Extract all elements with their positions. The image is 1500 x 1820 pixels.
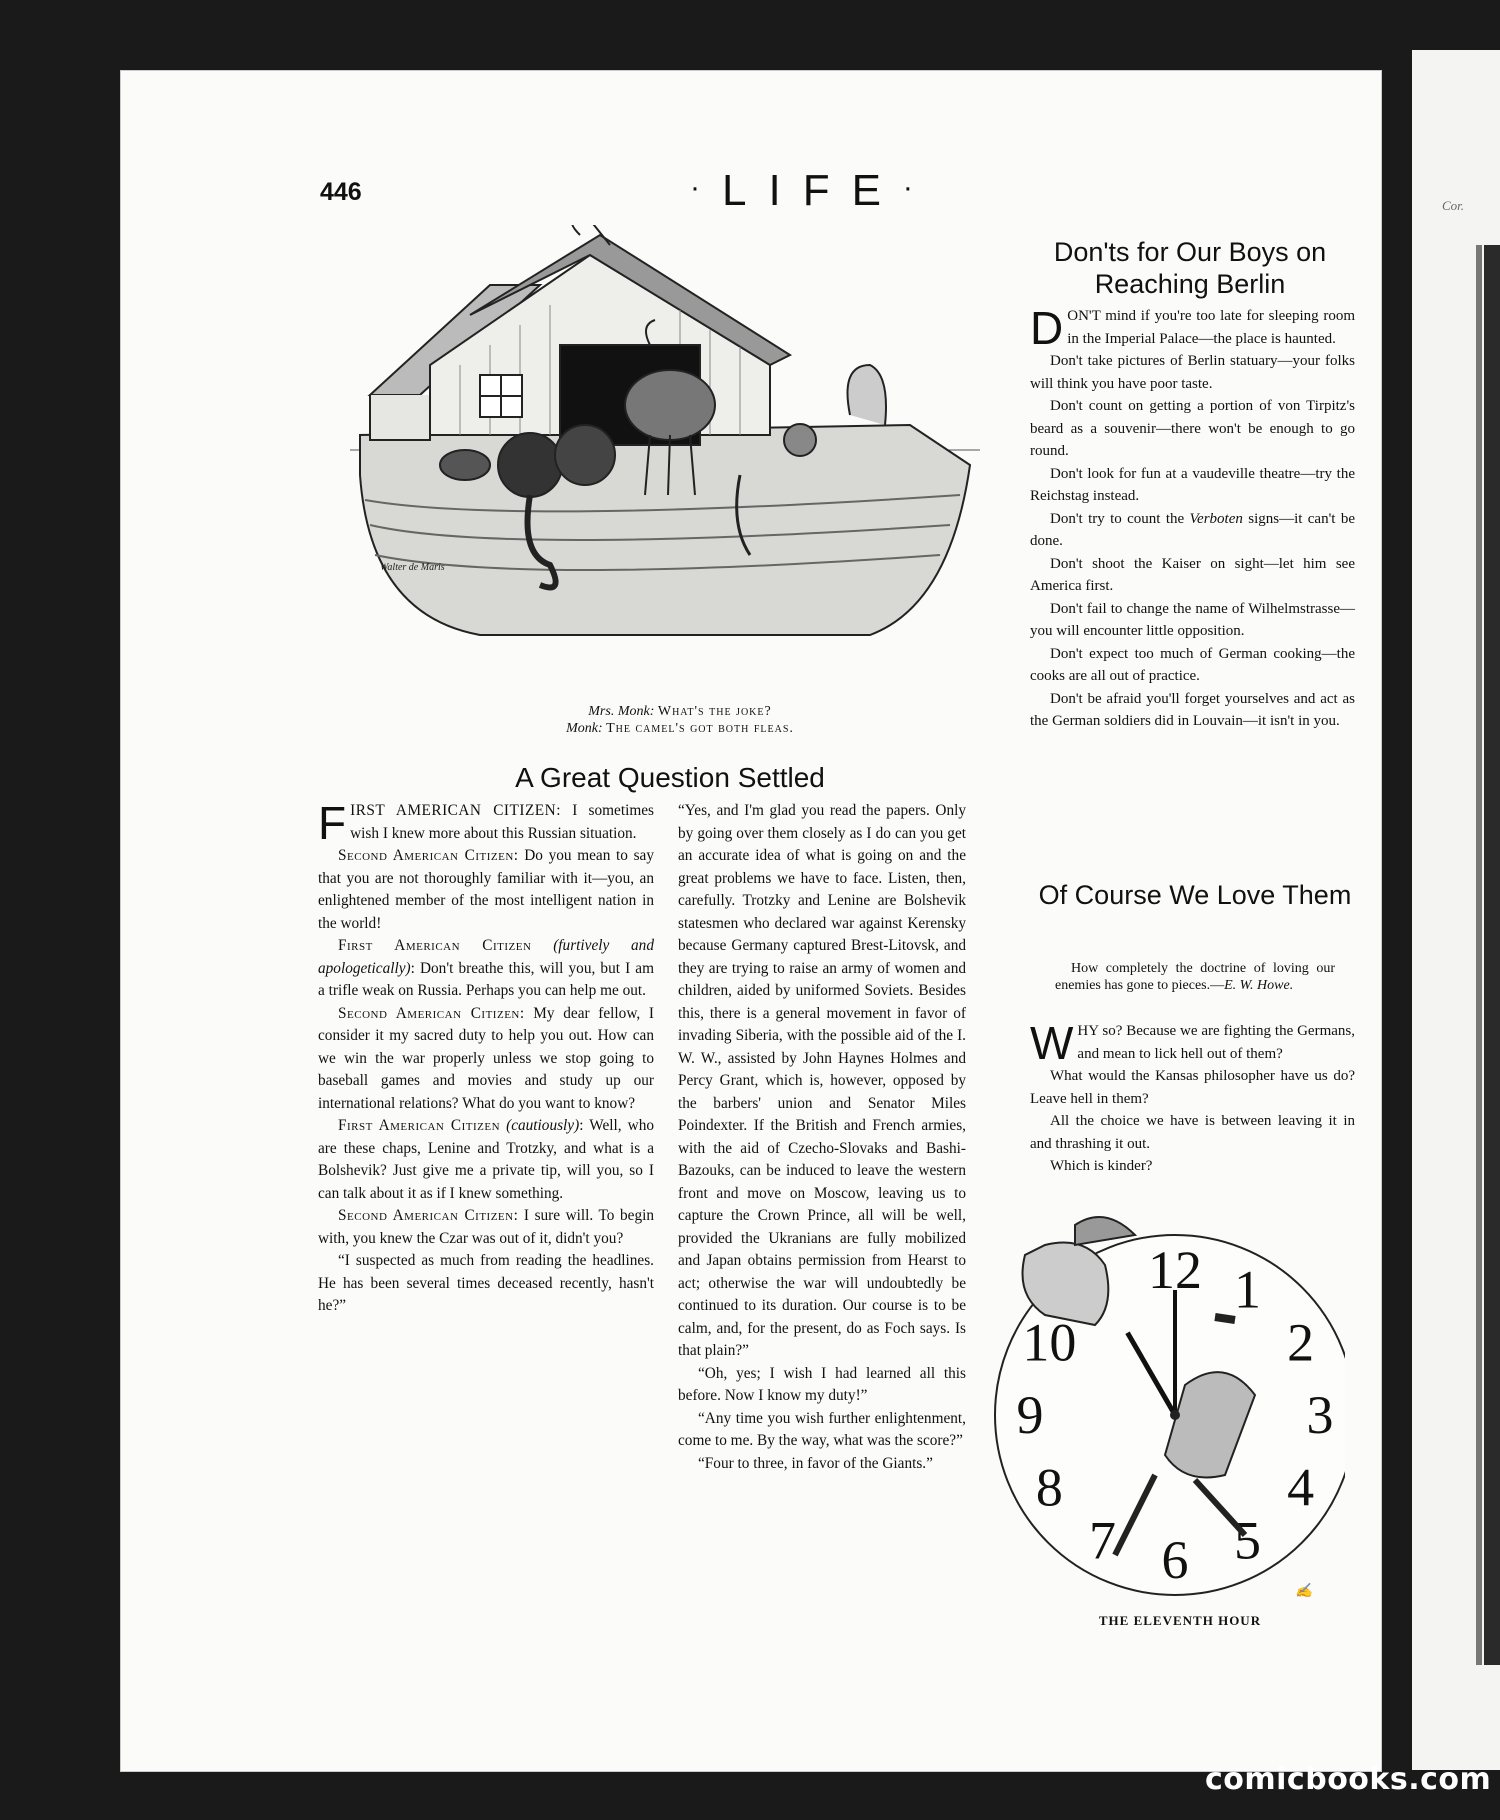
article-title-great-question: A Great Question Settled [515, 762, 825, 793]
dialogue-text: I sometimes wish I knew more about this Russian situation. [350, 802, 654, 842]
article2-title-line-2: Reaching Berlin [1094, 269, 1286, 299]
article2-text: ON'T mind if you're too late for sleeping room in the Imperial Palace—the place is haunted. [1067, 308, 1355, 347]
eleventh-hour-clock [985, 1205, 1345, 1605]
clock-numeral-5: 5 [1234, 1510, 1261, 1571]
article1-paragraph [318, 1003, 654, 1116]
article1-column-1 [318, 797, 654, 1318]
speaker-label: Second American Citizen: [338, 1004, 525, 1022]
article1-paragraph [318, 1205, 654, 1250]
epigraph-author: E. W. Howe. [1224, 978, 1294, 993]
clock-numeral-1: 1 [1234, 1259, 1261, 1320]
masthead-title: LIFE [722, 166, 903, 215]
article1-paragraph: “Yes, and I'm glad you read the papers. Only by going over them closely as I do can you get an accurate idea of what is going on and the great problems we have to face. Listen, then, carefully. Trotzky and Lenine are Bolshevik statesmen who declared war against Kerensky because Germany captured Brest-Litovsk, and they are trying to raise an army of women and children, aided by uniformed Soviets. Besides this, there is a general movement in favor of invading Siberia, with the possible aid of the I. W. W., assisted by John Haynes Holmes and Percy Grant, which is, however, opposed by the barbers' union and Senator Miles Poindexter. If the British and French armies, with the aid of Czecho-Slovaks and Bashi-Bazouks, can be induced to leave the western front and move on Moscow, leaving us to capture the Crown Prince, all will be well, provided the Ukranians are fully mobilized and Japan obtains permission from Hearst to act; otherwise the war will undoubtedly be continued to its duration. Our course is to be calm, and, for the present, do as Foch says. Is that plain?” [678, 802, 966, 1359]
article2-text: signs—it can't be done. [1030, 510, 1355, 549]
adjacent-page-edge [1412, 50, 1500, 1770]
speaker-label: First American Citizen [338, 937, 532, 954]
article-title-of-course: Of Course We Love Them [1038, 880, 1352, 910]
speaker-label: Second American Citizen: [338, 1207, 519, 1224]
clock-numeral-9: 9 [1016, 1385, 1044, 1445]
caption-speaker-2: Monk: [566, 721, 603, 736]
dialogue-text: : Don't breathe this, will you, but I am a trifle weak on Russia. Perhaps you can help me out. [318, 959, 654, 999]
dialogue-text: I sure will. To begin with, you knew the Czar was out of it, didn't you? [318, 1207, 654, 1247]
dialogue-text: Do you mean to say that you are not thoroughly familiar with it—you, an enlightened member of the most intelligent nation in the world! [318, 847, 654, 932]
caption-line-1 [420, 703, 940, 720]
watermark: comicbooks.com [1205, 1762, 1492, 1797]
article2-column [1030, 302, 1355, 733]
clock-numeral-2: 2 [1287, 1312, 1315, 1373]
article1-dropcap: F [318, 797, 347, 849]
clock-center [1170, 1410, 1180, 1420]
masthead-dot-left: · [690, 171, 722, 204]
speaker-label: Second American Citizen: [338, 847, 519, 864]
article3-paragraph: What would the Kansas philosopher have us do? Leave hell in them? [1030, 1068, 1355, 1107]
article1-column-2 [678, 800, 966, 1475]
adjacent-page-illustration-edge [1476, 245, 1482, 1665]
caption-text-2: The camel's got both fleas. [606, 721, 794, 736]
article2-paragraph: Don't look for fun at a vaudeville theatre—try the Reichstag instead. [1030, 465, 1355, 504]
caption-line-2 [420, 720, 940, 737]
article1-paragraph [318, 1115, 654, 1205]
article2-paragraph: Don't shoot the Kaiser on sight—let him see America first. [1030, 555, 1355, 594]
article3-paragraph: Which is kinder? [1050, 1158, 1153, 1174]
article3-dropcap: W [1030, 1017, 1074, 1069]
clock-numeral-6: 6 [1161, 1530, 1189, 1590]
page-number: 446 [320, 178, 362, 206]
stage-direction: (furtively and apologetically) [318, 937, 654, 977]
speaker-label: IRST AMERICAN CITIZEN: [350, 802, 561, 819]
adjacent-page-fragment: Cor. [1442, 198, 1465, 213]
clock-numeral-4: 4 [1287, 1457, 1315, 1518]
article2-paragraph: Don't expect too much of German cooking—the cooks are all out of practice. [1030, 645, 1355, 684]
clock-numeral-8: 8 [1035, 1457, 1063, 1518]
article3-paragraph: All the choice we have is between leaving it in and thrashing it out. [1030, 1113, 1355, 1152]
caption-text-1: What's the joke? [657, 704, 772, 719]
dialogue-text: My dear fellow, I consider it my sacred duty to help you out. How can we win the war properly unless we stop going to baseball games and movies and study up our international relations? What do you want to know? [318, 1004, 654, 1112]
article1-paragraph [318, 845, 654, 935]
cartoon-caption [420, 703, 940, 737]
article1-paragraph [318, 935, 654, 1003]
clock-numeral-12: 12 [1148, 1240, 1202, 1300]
clock-caption: THE ELEVENTH HOUR [1098, 1613, 1262, 1628]
masthead-dot-right: · [902, 171, 935, 204]
adjacent-page-illustration [1484, 245, 1500, 1665]
cartoon-signature: Walter de Maris [380, 562, 445, 573]
article2-paragraph: Don't take pictures of Berlin statuary—your folks will think you have poor taste. [1030, 353, 1355, 392]
article3-text: HY so? Because we are fighting the Germans, and mean to lick hell out of them? [1077, 1023, 1355, 1062]
article2-italic: Verboten [1189, 510, 1243, 527]
article1-paragraph: “Any time you wish further enlightenment, come to me. By the way, what was the score?” [678, 1409, 966, 1449]
article-title-donts [1030, 236, 1350, 300]
article1-paragraph [318, 797, 654, 849]
clock-numeral-10: 10 [1022, 1312, 1077, 1373]
clock-signature-mark: ✍ [1295, 1584, 1313, 1599]
article2-paragraph [1030, 508, 1355, 553]
article2-paragraph: Don't count on getting a portion of von Tirpitz's beard as a souvenir—there won't be enough to go round. [1030, 398, 1355, 459]
ark-cartoon [350, 225, 980, 695]
kaiser-helmet [1215, 1317, 1235, 1320]
article3-column [1030, 1017, 1355, 1178]
article2-text: Don't try to count the [1050, 510, 1190, 527]
clock-numeral-3: 3 [1306, 1385, 1334, 1445]
article2-dropcap: D [1030, 302, 1064, 354]
article3-paragraph [1030, 1017, 1355, 1069]
speaker-label: First American Citizen [338, 1117, 501, 1134]
article2-paragraph [1030, 302, 1355, 354]
caption-speaker-1: Mrs. Monk: [588, 704, 655, 719]
dialogue-text: : Well, who are these chaps, Lenine and Trotzky, and what is a Bolshevik? Just give me a private tip, will you, so I can talk about it as if I knew something. [318, 1117, 654, 1202]
article2-paragraph: Don't be afraid you'll forget yourselves and act as the German soldiers did in Louvain—it isn't in you. [1030, 690, 1355, 729]
article3-epigraph [1055, 960, 1335, 994]
article1-paragraph: “Oh, yes; I wish I had learned all this before. Now I know my duty!” [678, 1364, 966, 1404]
article2-paragraph: Don't fail to change the name of Wilhelmstrasse—you will encounter little opposition. [1030, 600, 1355, 639]
article1-paragraph: “Four to three, in favor of the Giants.” [698, 1454, 933, 1472]
epigraph-quote: How completely the doctrine of loving our enemies has gone to pieces.— [1055, 961, 1335, 993]
article2-title-line-1: Don'ts for Our Boys on [1053, 237, 1327, 267]
masthead [690, 166, 935, 216]
clock-numeral-7: 7 [1089, 1510, 1116, 1571]
article1-paragraph: “I suspected as much from reading the headlines. He has been several times deceased recently, hasn't he?” [318, 1252, 654, 1314]
epigraph-text [1055, 960, 1335, 994]
stage-direction: (cautiously) [506, 1117, 580, 1134]
